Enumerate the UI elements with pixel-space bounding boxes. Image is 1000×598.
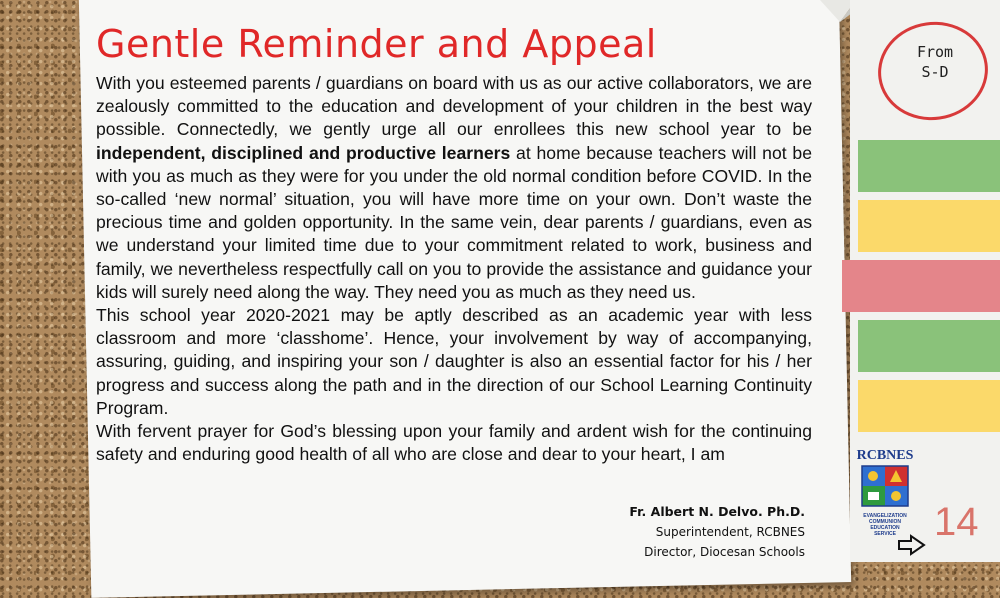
pink-tab[interactable] <box>842 260 1000 312</box>
signature-title-2: Director, Diocesan Schools <box>644 545 805 559</box>
paragraph-3: With fervent prayer for God’s blessing upon your family and ardent wish for the continuing safety and enduring good health of all who are close and dear to your heart, I am <box>96 421 812 465</box>
from-sender: S-D <box>921 63 949 81</box>
page-number: 14 <box>934 500 979 544</box>
page-title: Gentle Reminder and Appeal <box>96 22 657 66</box>
rcbnes-logo <box>848 448 922 548</box>
from-badge <box>900 42 970 82</box>
green-tab-1[interactable] <box>858 140 1000 192</box>
green-tab-2[interactable] <box>858 320 1000 372</box>
signature-title-1: Superintendent, RCBNES <box>655 525 805 539</box>
paragraph-1: With you esteemed parents / guardians on board with us as our active collaborators, we are zealously committed to the education and development of your children in the best way possible. Connectedly, we gently urge all our enrollees this new school year to be independent, disciplined and productive learners at home because teachers will not be with you as much as they were for you under the old normal condition before COVID. In the so-called ‘new normal’ situation, you will have more time on your own. Don’t waste the precious time and golden opportunity. In the same vein, dear parents / guardians, even as we understand your limited time due to your commitment related to work, business and family, we nevertheless respectfully call on you to provide the assistance and guidance your kids will surely need along the way. They need you as much as they need us. <box>96 73 812 302</box>
signature-block <box>560 502 805 562</box>
emphasis-text: independent, disciplined and productive learners <box>96 142 511 163</box>
yellow-tab-2[interactable] <box>858 380 1000 432</box>
next-arrow-icon[interactable] <box>897 534 927 556</box>
from-label: From <box>916 43 954 61</box>
paragraph-2: This school year 2020-2021 may be aptly described as an academic year with less classroom and more ‘classhome’. Hence, your involvement by way of accompanying, assuring, guiding, and inspiring your son / daughter is also an essential factor for his / her progress and success along the path and in the direction of our School Learning Continuity Program. <box>96 305 812 418</box>
signature-name: Fr. Albert N. Delvo. Ph.D. <box>629 504 805 519</box>
yellow-tab-1[interactable] <box>858 200 1000 252</box>
letter-body <box>96 72 812 466</box>
logo-title: RCBNES <box>856 448 914 463</box>
logo-caption: EVANGELIZATION COMMUNION EDUCATION SERVICE <box>863 513 907 537</box>
logo-shield-icon <box>858 464 912 508</box>
